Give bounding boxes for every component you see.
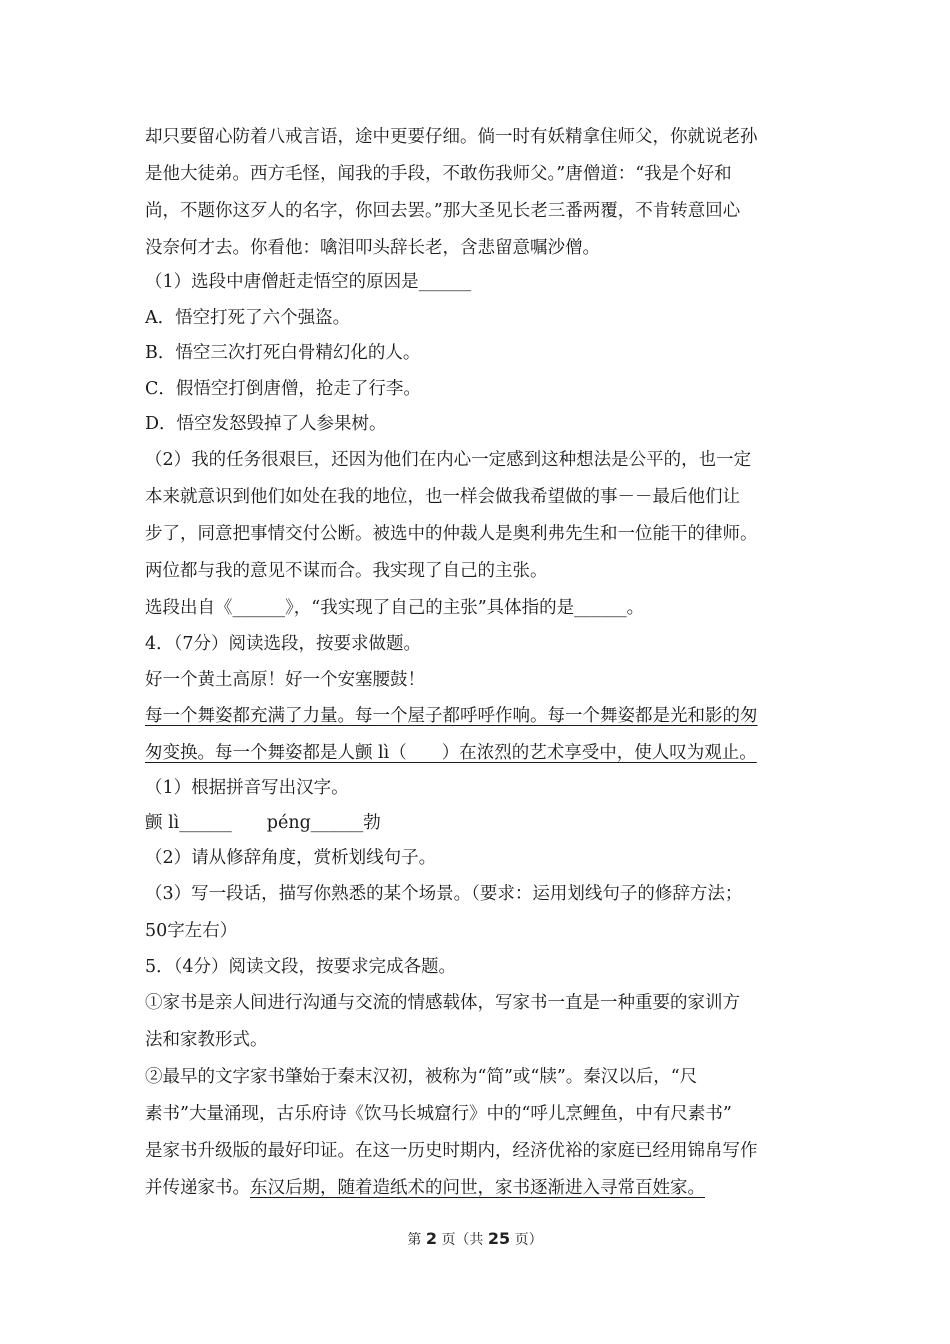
option-a: A．悟空打死了六个强盗。 (145, 308, 351, 328)
text-line: 没奈何才去。你看他：噙泪叩头辞长老，含悲留意嘱沙僧。 (145, 238, 600, 258)
page-number: 2 (425, 1229, 437, 1248)
text-line: 是家书升级版的最好印证。在这一历史时期内，经济优裕的家庭已经用锦帛写作 (145, 1141, 758, 1161)
text-line: 步了，同意把事情交付公断。被选中的仲裁人是奥利弗先生和一位能干的律师。 (145, 524, 758, 544)
option-b: B．悟空三次打死白骨精幻化的人。 (145, 343, 421, 363)
pinyin-line: 颤 lì______ péng______勃 (145, 813, 381, 833)
text-line (145, 1176, 810, 1200)
underlined-sentence: 东汉后期，随着造纸术的问世，家书逐渐进入寻常百姓家。 (250, 1178, 705, 1198)
question-line: （1）根据拼音写出汉字。 (145, 778, 349, 798)
question-heading: 4．（7分）阅读选段，按要求做题。 (145, 634, 422, 654)
text-line: （2）我的任务很艰巨，还因为他们在内心一定感到这种想法是公平的，也一定 (145, 450, 752, 470)
footer-prefix: 第 (407, 1232, 422, 1248)
text-line: 素书”大量涌现，古乐府诗《饮马长城窟行》中的“呼儿烹鲤鱼，中有尺素书” (145, 1104, 732, 1124)
question-line: （2）请从修辞角度，赏析划线句子。 (145, 848, 437, 868)
footer-middle: 页（共 (441, 1232, 484, 1248)
text-line: 法和家教形式。 (145, 1030, 268, 1050)
question-heading: 5．（4分）阅读文段，按要求完成各题。 (145, 957, 457, 977)
text-line: 50字左右） (145, 921, 238, 941)
text-line: 两位都与我的意见不谋而合。我实现了自己的主张。 (145, 561, 548, 581)
page-footer (0, 1229, 950, 1250)
question-line: 选段出自《______》，“我实现了自己的主张”具体指的是______。 (145, 598, 645, 618)
option-c: C．假悟空打倒唐僧，抢走了行李。 (145, 379, 421, 399)
option-d: D．悟空发怒毁掉了人参果树。 (145, 414, 387, 434)
question-line: （3）写一段话，描写你熟悉的某个场景。（要求：运用划线句子的修辞方法； (145, 884, 743, 904)
text-line: 却只要留心防着八戒言语，途中更要仔细。倘一时有妖精拿住师父，你就说老孙 (145, 127, 758, 147)
underlined-sentence: 每一个舞姿都充满了力量。每一个屋子都呼呼作响。每一个舞姿都是光和影的匆 (145, 706, 758, 726)
question-line: （1）选段中唐僧赶走悟空的原因是______ (145, 272, 472, 292)
text-line: ①家书是亲人间进行沟通与交流的情感载体，写家书一直是一种重要的家训方 (145, 993, 740, 1013)
text-line: ②最早的文字家书肇始于秦末汉初，被称为“简”或“牍”。秦汉以后，“尺 (145, 1067, 698, 1087)
total-pages: 25 (487, 1229, 511, 1248)
text-line: 本来就意识到他们如处在我的地位，也一样会做我希望做的事－－最后他们让 (145, 487, 740, 507)
underlined-sentence: 匆变换。每一个舞姿都是人颤 lì（ ）在浓烈的艺术享受中，使人叹为观止。 (145, 743, 757, 763)
text-line: 是他大徒弟。西方毛怪，闻我的手段，不敢伤我师父。”唐僧道：“我是个好和 (145, 164, 732, 184)
text-line: 好一个黄土高原！好一个安塞腰鼓！ (145, 670, 425, 690)
footer-suffix: 页） (514, 1232, 543, 1248)
plain-text: 并传递家书。 (145, 1178, 250, 1198)
text-line: 尚，不题你这歹人的名字，你回去罢。”那大圣见长老三番两覆，不肯转意回心 (145, 201, 741, 221)
